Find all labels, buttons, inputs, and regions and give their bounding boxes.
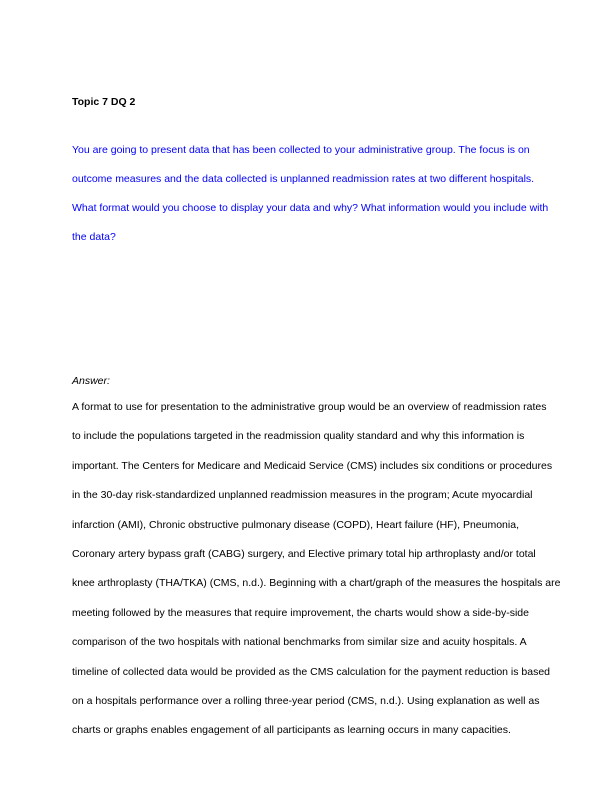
answer-line: to include the populations targeted in the readmission quality standard and why this information is xyxy=(72,430,525,443)
answer-line: knee arthroplasty (THA/TKA) (CMS, n.d.). Beginning with a chart/graph of the measures the hospitals are xyxy=(72,577,561,590)
prompt-line: What format would you choose to display your data and why? What information would you include with xyxy=(72,202,549,214)
answer-line: in the 30-day risk-standardized unplanned readmission measures in the program; Acute myocardial xyxy=(72,489,533,502)
answer-body xyxy=(72,400,561,753)
answer-label: Answer: xyxy=(72,375,110,387)
prompt-line: the data? xyxy=(72,231,116,243)
answer-line: A format to use for presentation to the administrative group would be an overview of readmission rates xyxy=(72,401,547,413)
page-title: Topic 7 DQ 2 xyxy=(72,96,136,108)
answer-line: on a hospitals performance over a rolling three-year period (CMS, n.d.). Using explanation as well as xyxy=(72,694,540,707)
answer-line: infarction (AMI), Chronic obstructive pulmonary disease (COPD), Heart failure (HF), Pneumonia, xyxy=(72,518,519,531)
discussion-prompt xyxy=(72,143,549,259)
answer-line: timeline of collected data would be provided as the CMS calculation for the payment reduction is based xyxy=(72,665,551,678)
answer-line: important. The Centers for Medicare and Medicaid Service (CMS) includes six conditions or procedures xyxy=(72,459,553,472)
answer-line: meeting followed by the measures that require improvement, the charts would show a side-by-side xyxy=(72,606,529,619)
prompt-line: You are going to present data that has been collected to your administrative group. The focus is on xyxy=(72,144,530,156)
prompt-line: outcome measures and the data collected is unplanned readmission rates at two different hospitals. xyxy=(72,173,535,185)
answer-line: comparison of the two hospitals with national benchmarks from similar size and acuity hospitals. A xyxy=(72,636,527,649)
answer-line: Coronary artery bypass graft (CABG) surgery, and Elective primary total hip arthroplasty and/or total xyxy=(72,547,536,560)
answer-line: charts or graphs enables engagement of all participants as learning occurs in many capacities. xyxy=(72,724,511,737)
